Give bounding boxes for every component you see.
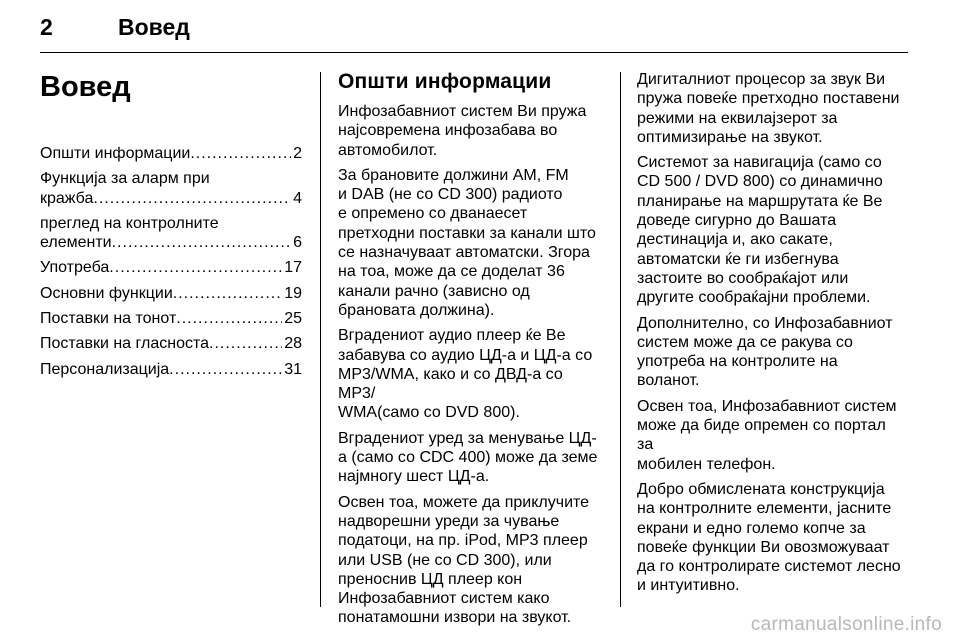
paragraph: Дополнително, со Инфозабавниот систем може да се ракува со употреба на контролите на воланот. (637, 314, 893, 390)
toc-entry-title: Поставки на гласноста (40, 335, 210, 353)
toc-entry[interactable] (40, 360, 302, 379)
paragraph: Вградениот уред за менување ЦД- а (само со CDC 400) може да земе најмногу шест ЦД-а. (338, 429, 598, 486)
toc-page-number: 17 (284, 259, 302, 277)
toc-entry-title: Општи информации (40, 145, 191, 162)
paragraph: Дигиталниот процесор за звук Ви пружа повеќе претходно поставени режими на еквилајзерот за оптимизирање на звукот. (637, 71, 900, 146)
toc-entry[interactable] (40, 284, 302, 303)
paragraph: Системот за навигација (само со CD 500 / DVD 800) со динамично планирање на маршрутата ќе Ве доведе сигурно до Вашата дестинација и, ако сакате, автоматски ќе ги избегнува застоите во сообраќајот или другите сообраќајни проблеми. (637, 154, 883, 307)
watermark: carmanualsonline.info (750, 614, 942, 635)
page-header (40, 14, 190, 41)
toc-page-number: 4 (293, 189, 302, 207)
section-title: Општи информации (338, 70, 552, 93)
paragraph: Инфозабавниот систем Ви пружа најсовремена инфозабава во автомобилот. (338, 103, 587, 159)
toc-leader (109, 258, 282, 277)
toc-leader (93, 189, 291, 208)
toc-page-number: 28 (284, 335, 302, 353)
toc-entry-title: Основни функции (40, 284, 173, 302)
toc-leader (169, 360, 282, 379)
toc-entry[interactable] (40, 258, 302, 277)
column-divider (320, 72, 321, 607)
toc-entry-title: преглед на контролните (40, 214, 219, 232)
running-title: Вовед (118, 14, 190, 40)
toc-page-number: 25 (284, 310, 302, 328)
toc-page-number: 19 (284, 284, 302, 302)
toc-column (40, 70, 302, 385)
chapter-title: Вовед (40, 71, 131, 103)
paragraph: За брановите должини AM, FM и DAB (не со CD 300) радиото е опремено со дванаесет претходни поставки за канали што се назначуваат автоматски. Згора на тоа, може да се доделат 36 канали рачно (зависно од брановата должина). (338, 166, 596, 319)
toc-entry[interactable] (40, 334, 302, 353)
toc-page-number: 31 (284, 360, 302, 378)
toc-leader (190, 144, 291, 163)
toc-entry[interactable] (40, 214, 302, 253)
toc-entry-title: Употреба (40, 259, 110, 277)
header-rule (40, 52, 908, 53)
toc-entry-title: елементи (40, 234, 112, 252)
toc-entry[interactable] (40, 309, 302, 328)
paragraph: Освен тоа, Инфозабавниот систем може да биде опремен со портал за мобилен телефон. (637, 397, 897, 473)
toc-entry-title: Персонализација (40, 360, 170, 378)
toc-page-number: 2 (293, 145, 302, 162)
toc-entry-title: Функција за аларм при (40, 170, 210, 188)
toc-leader (176, 309, 282, 328)
column-divider (620, 72, 621, 607)
toc-entry[interactable] (40, 144, 302, 163)
toc-leader (209, 334, 282, 353)
toc-entry-title: кражба (40, 189, 94, 207)
text-column-2 (338, 70, 600, 634)
toc-leader (173, 284, 282, 303)
toc-entry[interactable] (40, 169, 302, 208)
toc-page-number: 6 (293, 234, 302, 252)
paragraph: Добро обмислената конструкција на контролните елементи, јасните екрани и едно големо копче за повеќе функции Ви овозможуваат да го контролирате системот лесно и интуитивно. (637, 480, 901, 595)
toc-leader (112, 233, 291, 252)
paragraph: Вградениот аудио плеер ќе Ве забавува со аудио ЦД-а и ЦД-а со MP3/WMA, како и со ДВД-а со MP3/ WMA(само со DVD 800). (338, 327, 593, 422)
paragraph: Освен тоа, можете да приклучите надворешни уреди за чување податоци, на пр. iPod, MP3 плеер или USB (не со CD 300), или преноснив ЦД плеер кон Инфозабавниот систем како понатамошни извори на звукот. (338, 493, 590, 627)
table-of-contents (40, 144, 302, 379)
page-number: 2 (40, 14, 53, 40)
text-column-3 (637, 70, 905, 602)
toc-entry-title: Поставки на тонот (40, 310, 177, 328)
